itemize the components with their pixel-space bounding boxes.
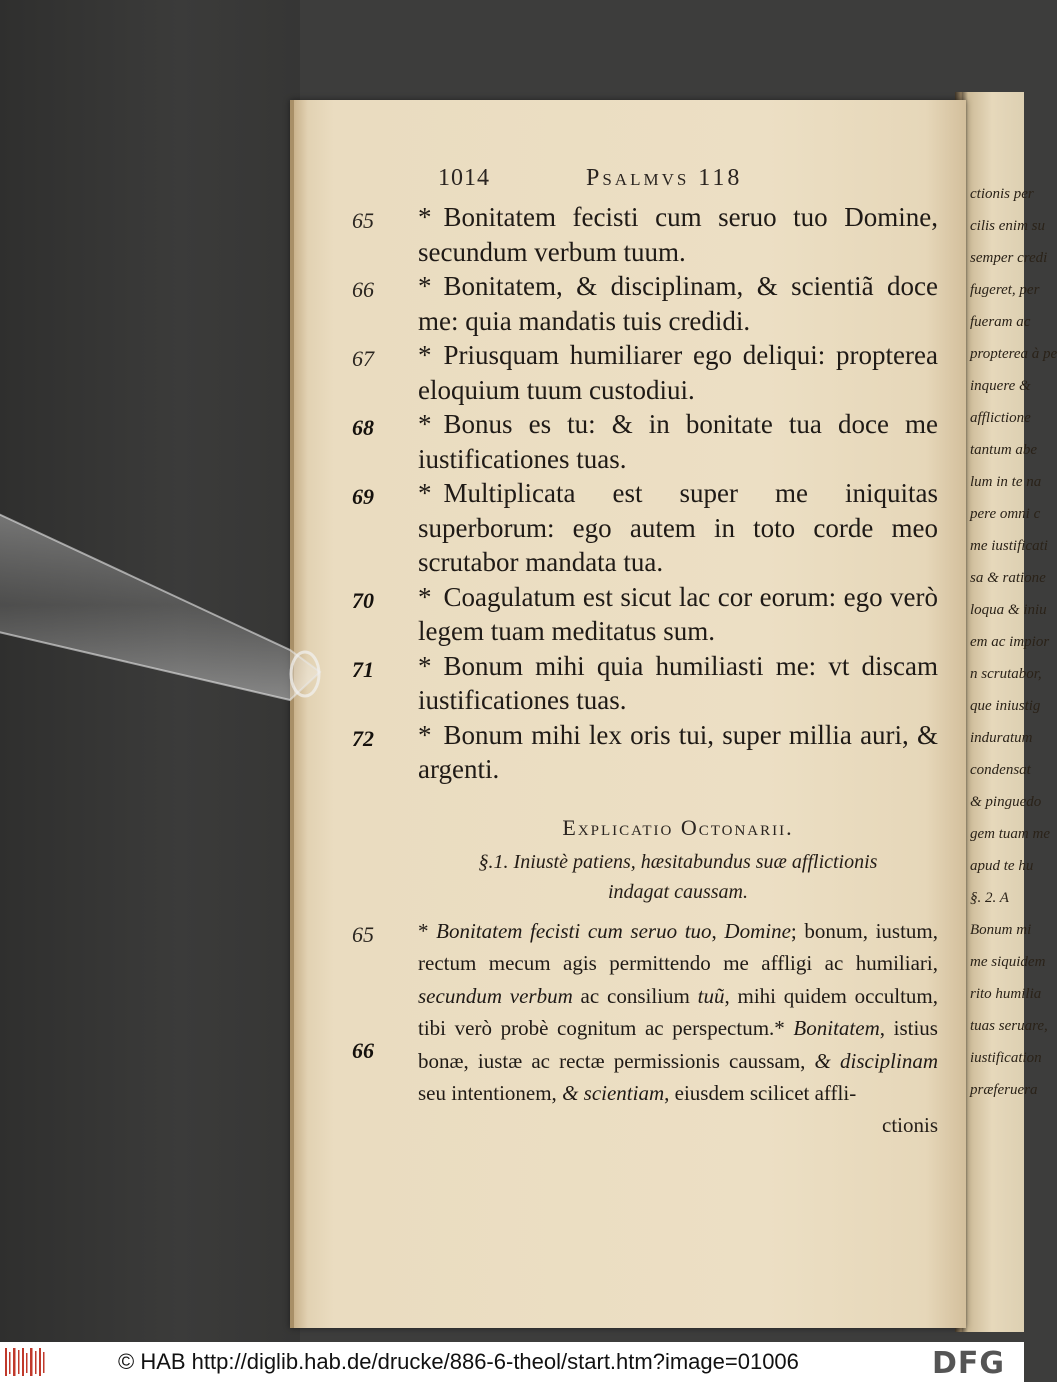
facing-page-line: em ac impior <box>970 634 1050 650</box>
verse <box>352 580 938 649</box>
facing-page-line: apud te hu <box>970 858 1034 874</box>
facing-page-line: sa & ratione <box>970 570 1046 586</box>
copyright-link[interactable]: © HAB http://diglib.hab.de/drucke/886-6-theol/start.htm?image=01006 <box>118 1349 799 1374</box>
verse-number: 66 <box>352 277 374 302</box>
lemma: Bonitatem <box>793 1016 880 1040</box>
facing-page-edge <box>962 92 1057 1332</box>
verse-number: 70 <box>352 587 374 613</box>
section-subtitle: §.1. Iniustè patiens, hæsitabundus suæ afflictionis indagat caussam. <box>478 850 878 903</box>
verse-text: Coagulatum est sicut lac cor eorum: ego verò legem tuam meditatus sum. <box>418 581 938 646</box>
facing-page-line: gem tuam me <box>970 826 1050 842</box>
verse-number: 71 <box>352 656 374 682</box>
facing-page-line: propterea à pe <box>970 346 1057 362</box>
facing-page-line: condensat <box>970 762 1031 778</box>
verse-list <box>352 200 938 787</box>
running-title: Psalmvs 118 <box>586 165 743 191</box>
facing-page-line: semper credi <box>970 250 1048 266</box>
page-number: 1014 <box>438 165 490 191</box>
facing-page-line: ctionis per <box>970 186 1034 202</box>
commentary-text: ; bonum, iustum, rectum mecum agis permittendo me affligi ac humiliari, <box>418 918 938 975</box>
facing-page-line: me siquidem <box>970 954 1046 970</box>
verse-text: Multiplicata est super me iniquitas superborum: ego autem in toto corde meo scrutabor mandata tua. <box>418 478 938 577</box>
catchword: ctionis <box>882 1112 938 1137</box>
facing-page-line: fueram ac <box>970 314 1031 330</box>
verse-number: 65 <box>352 208 374 233</box>
viewer-footer <box>0 1342 1024 1382</box>
commentary-text: , istius bonæ, iustæ ac rectæ permissionis caussam, <box>418 1016 938 1073</box>
asterisk: * <box>418 340 432 370</box>
verse <box>352 407 938 476</box>
verse <box>352 200 938 269</box>
facing-page-line: cilis enim su <box>970 218 1045 234</box>
facing-page-line: & pinguedo <box>970 794 1042 810</box>
dfg-logo: DFG <box>932 1346 1006 1381</box>
commentary-text: , mihi quidem occultum, tibi verò probè cognitum ac perspectum.* <box>418 983 938 1040</box>
asterisk: * <box>418 918 437 943</box>
lemma: & disciplinam <box>814 1048 938 1073</box>
commentary-text: , <box>711 918 725 943</box>
verse-text: Bonus es tu: & in bonitate tua doce me iustificationes tuas. <box>418 409 938 474</box>
facing-page-line: n scrutabor, <box>970 666 1042 682</box>
facing-page-line: loqua & iniu <box>970 602 1047 618</box>
verse-number: 69 <box>352 484 374 509</box>
margin-verse-number: 66 <box>352 1037 374 1063</box>
facing-page-line: lum in te na <box>970 474 1042 490</box>
lemma: tuũ <box>697 983 725 1008</box>
facing-page-line: §. 2. A <box>970 890 1009 906</box>
asterisk: * <box>418 650 432 681</box>
lemma: Domine <box>724 918 791 943</box>
asterisk: * <box>418 719 432 750</box>
asterisk: * <box>418 478 432 508</box>
facing-page-line: pere omni c <box>970 506 1041 522</box>
page-text <box>352 200 938 1140</box>
barcode-icon <box>4 1346 46 1378</box>
verse-text: Bonum mihi quia humiliasti me: vt discam iustificationes tuas. <box>418 650 938 715</box>
facing-page-line: que iniustig <box>970 698 1041 714</box>
margin-verse-number: 65 <box>352 921 374 947</box>
commentary-text: , eiusdem scilicet affli- <box>664 1081 857 1105</box>
facing-page-line: tantum abe <box>970 442 1038 458</box>
facing-page-line: inquere & <box>970 378 1031 394</box>
verse-text: Bonitatem fecisti cum seruo tuo Domine, secundum verbum tuum. <box>418 202 938 267</box>
verse <box>352 718 938 787</box>
commentary-paragraph <box>352 915 938 1110</box>
asterisk: * <box>418 202 432 232</box>
facing-page-line: me iustificati <box>970 538 1048 554</box>
verse-text: Bonum mihi lex oris tui, super millia auri, & argenti. <box>418 719 938 784</box>
asterisk: * <box>418 409 432 439</box>
facing-page-line: præferuera <box>970 1082 1038 1098</box>
facing-page-line: Bonum mi <box>970 922 1032 938</box>
verse <box>352 649 938 718</box>
commentary-text: seu intentionem, <box>418 1081 563 1105</box>
asterisk: * <box>418 581 432 612</box>
lemma: secundum verbum <box>418 983 573 1008</box>
facing-page-line: fugeret, per <box>970 282 1040 298</box>
verse <box>352 338 938 407</box>
verse-number: 72 <box>352 725 374 751</box>
facing-page-line: afflictione <box>970 410 1031 426</box>
lemma: & scientiam <box>562 1081 665 1105</box>
verse <box>352 476 938 580</box>
verse-number: 67 <box>352 346 374 371</box>
section-title: Explicatio Octonarii. <box>562 814 794 840</box>
verse-number: 68 <box>352 415 374 440</box>
facing-page-line: iustification <box>970 1050 1042 1066</box>
running-header <box>438 165 788 199</box>
verse-text: Bonitatem, & disciplinam, & scientiã doce me: quia mandatis tuis credidi. <box>418 271 938 336</box>
scan-background <box>0 0 300 1342</box>
facing-page-line: induratum <box>970 730 1033 746</box>
commentary-text: ac consilium <box>572 983 698 1008</box>
verse <box>352 269 938 338</box>
facing-page-line: tuas seruare, <box>970 1018 1048 1034</box>
verse-text: Priusquam humiliarer ego deliqui: propterea eloquium tuum custodiui. <box>418 340 938 405</box>
asterisk: * <box>418 271 432 301</box>
lemma: Bonitatem fecisti cum seruo tuo <box>436 918 712 943</box>
facing-page-line: rito humilia <box>970 986 1042 1002</box>
